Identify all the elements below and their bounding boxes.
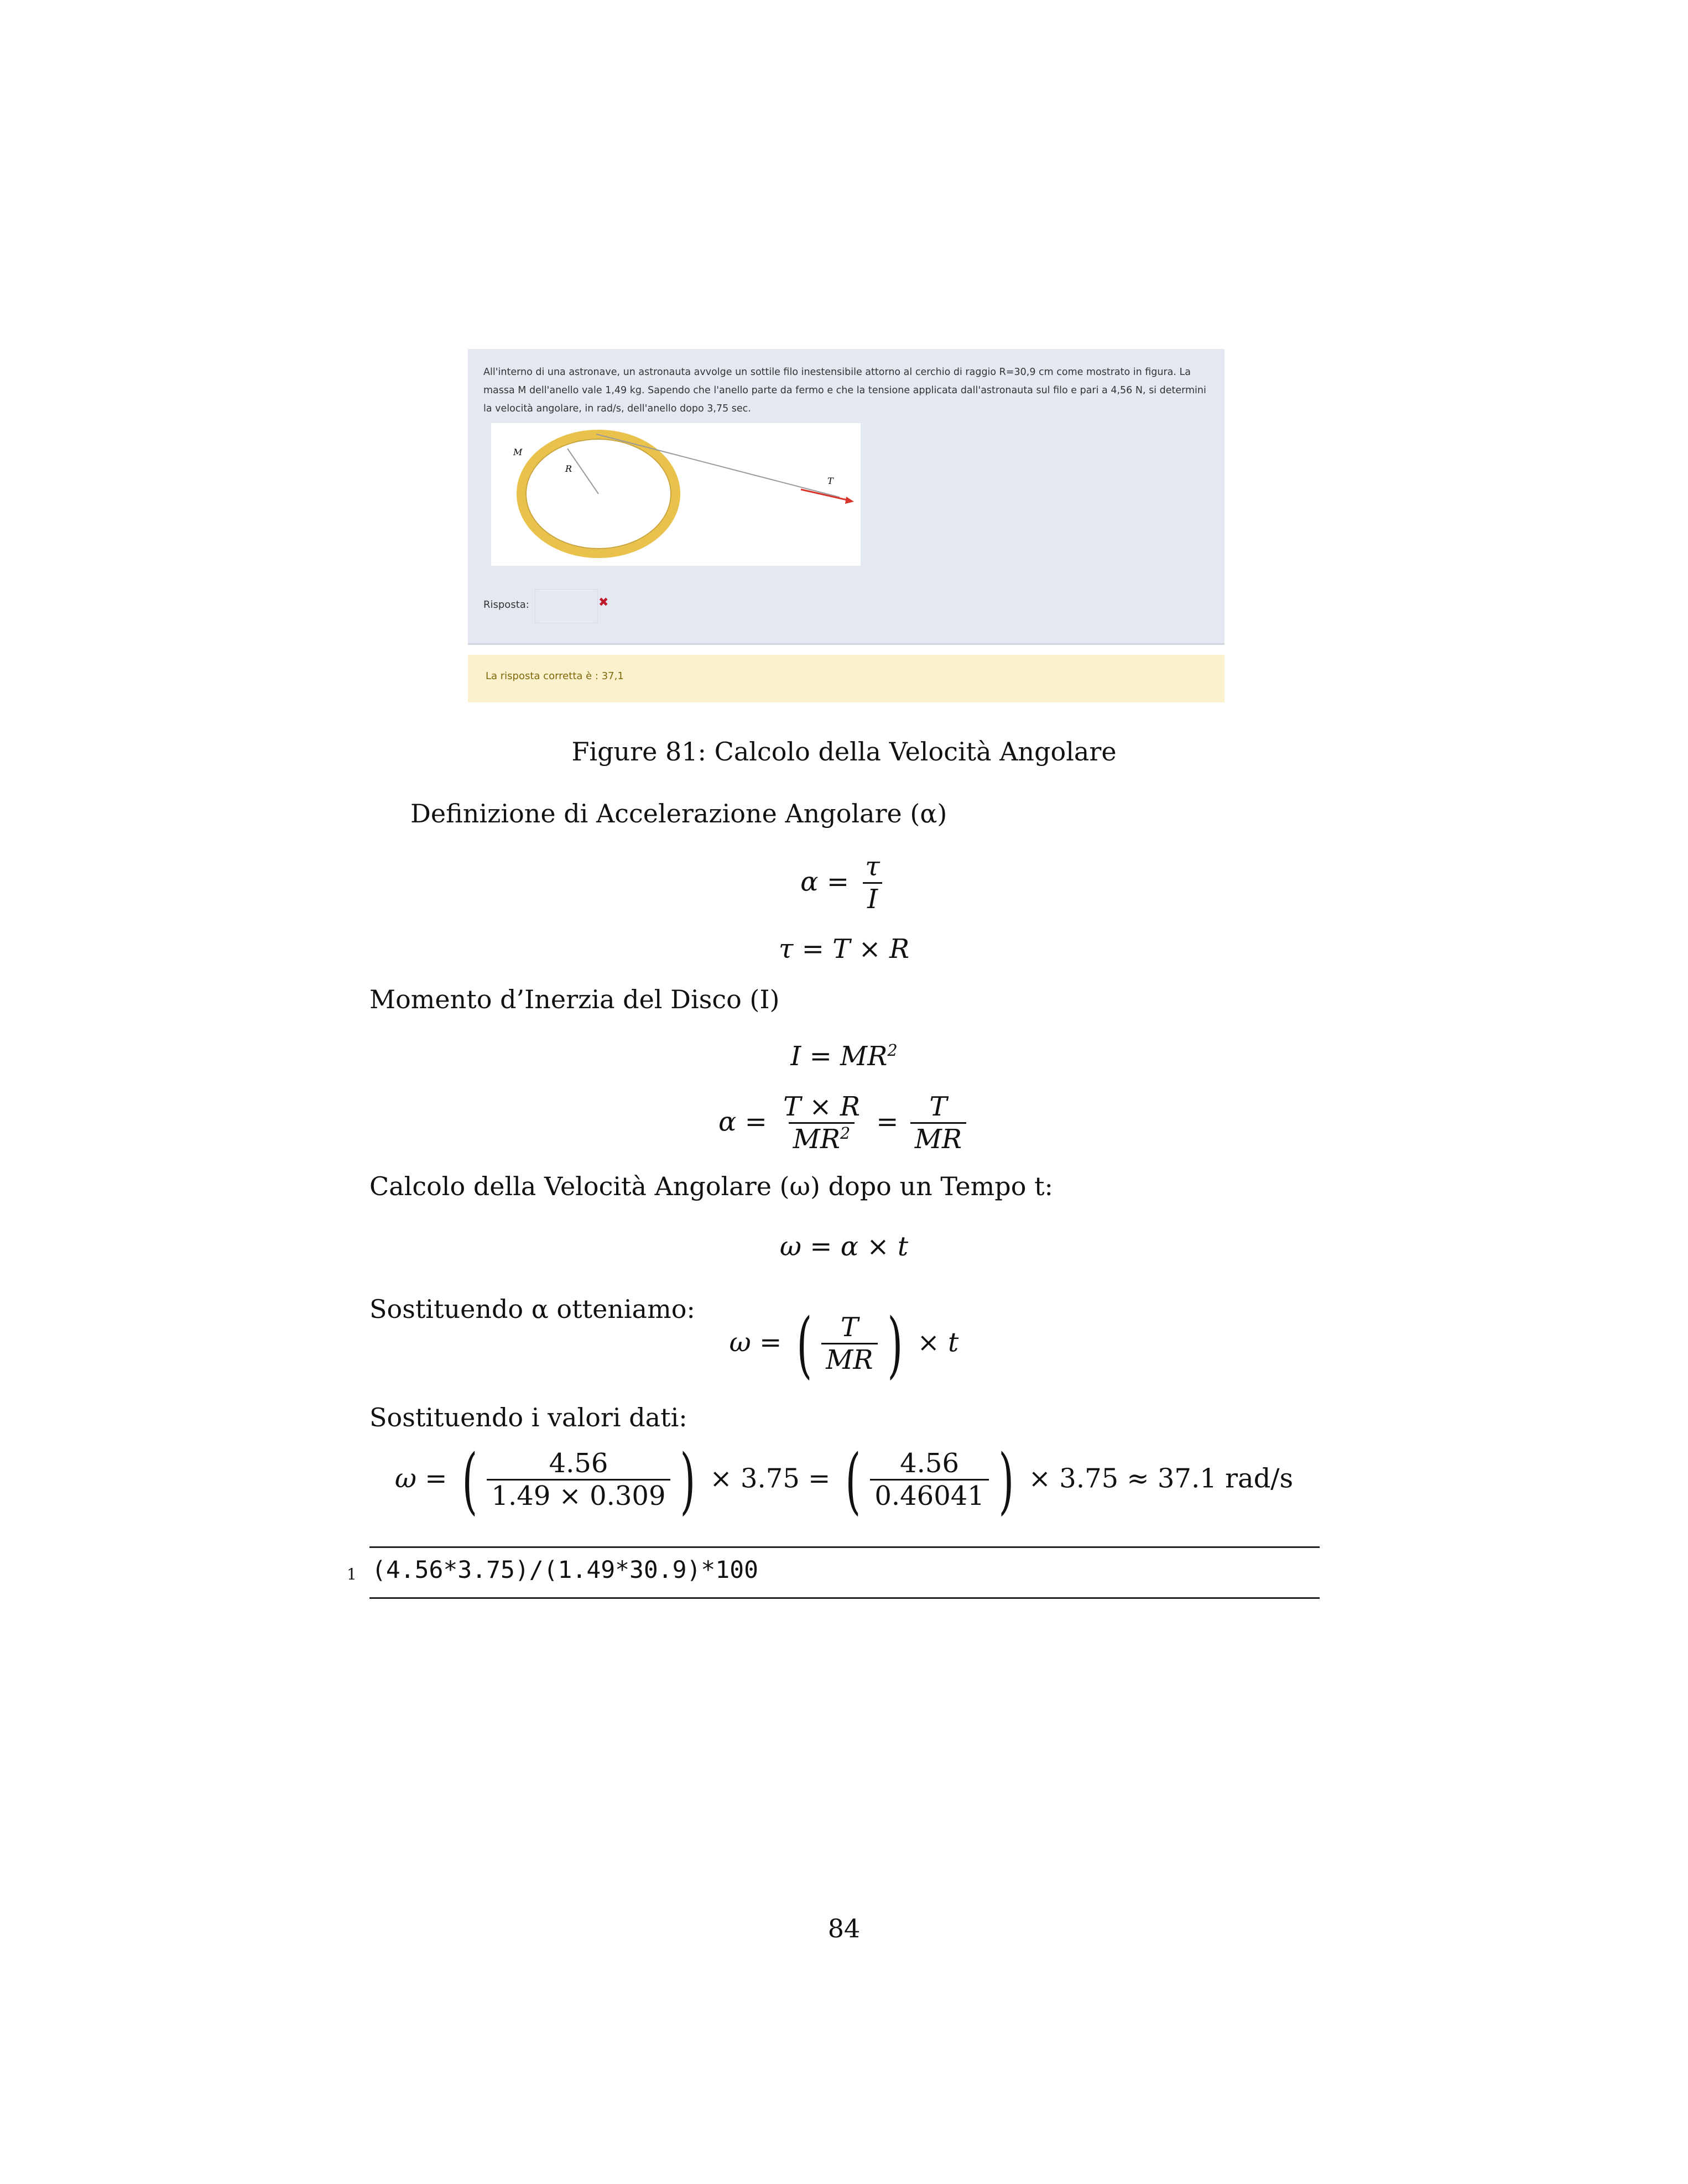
feedback-panel bbox=[468, 655, 1225, 702]
eq-inertia-exp: 2 bbox=[887, 1041, 898, 1060]
correct-answer-text: La risposta corretta è : 37,1 bbox=[486, 670, 624, 682]
accel-intro: Definizione di Accelerazione Angolare (α) bbox=[410, 799, 947, 828]
eq-alpha2-equals: = bbox=[876, 1106, 899, 1138]
eq-alpha2-den-wrap bbox=[789, 1122, 855, 1156]
string-line bbox=[596, 434, 840, 497]
eq-alpha-lhs: α = bbox=[800, 866, 850, 898]
eq-final-frac1 bbox=[487, 1448, 670, 1513]
page-number: 84 bbox=[827, 1914, 861, 1943]
eq-alpha bbox=[0, 852, 1688, 916]
code-rule-top bbox=[369, 1546, 1320, 1548]
eq-omega2-frac bbox=[821, 1312, 877, 1377]
answer-label: Risposta: bbox=[483, 599, 529, 611]
eq-alpha2-den: MR bbox=[793, 1124, 841, 1155]
eq-alpha2-den2: MR bbox=[910, 1122, 966, 1156]
eq-final-den2: 0.46041 bbox=[870, 1479, 989, 1513]
eq-omega2-lhs: ω = bbox=[729, 1327, 782, 1358]
code-line: (4.56*3.75)/(1.49*30.9)*100 bbox=[372, 1556, 758, 1584]
label-m: M bbox=[513, 447, 523, 457]
figure-caption: Figure 81: Calcolo della Velocità Angolare bbox=[571, 737, 1117, 767]
ring-diagram bbox=[491, 423, 861, 566]
eq-alpha-den: I bbox=[863, 882, 882, 916]
question-text: All'interno di una astronave, un astronauta avvolge un sottile filo inestensibile attorno al cerchio di raggio R=30,9 cm come mostrato in figura. La massa M dell'anello vale 1,49 kg. Sapendo che l'anello parte da fermo e che la tensione applicata dall'astronauta sul filo e pari a 4,56 N, si determini la velocità angolare, in rad/s, dell'anello dopo 3,75 sec. bbox=[483, 367, 1206, 414]
tension-arrowhead bbox=[845, 497, 854, 504]
eq-torque: τ = T × R bbox=[778, 934, 910, 965]
eq-alpha2-frac2 bbox=[910, 1092, 966, 1156]
eq-alpha2-frac1 bbox=[779, 1092, 864, 1156]
label-r: R bbox=[565, 463, 572, 474]
eq-omega2 bbox=[0, 1302, 1688, 1386]
subst-values-intro: Sostituendo i valori dati: bbox=[369, 1403, 687, 1432]
eq-alpha2-num2: T bbox=[929, 1091, 947, 1122]
wrong-answer-icon: ✖ bbox=[598, 596, 609, 609]
eq-final-lhs: ω = bbox=[394, 1463, 447, 1494]
ring-diagram-svg bbox=[491, 423, 861, 566]
right-paren: ) bbox=[679, 1438, 695, 1523]
eq-final-mid: × 3.75 = bbox=[710, 1463, 831, 1494]
label-t: T bbox=[827, 476, 833, 486]
eq-final-den1: 1.49 × 0.309 bbox=[487, 1479, 670, 1513]
eq-alpha2 bbox=[0, 1092, 1688, 1156]
eq-alpha2-num: T × R bbox=[783, 1091, 860, 1122]
quiz-screenshot bbox=[468, 349, 1225, 645]
eq-final-frac2 bbox=[870, 1448, 989, 1513]
subst-alpha-intro: Sostituendo α otteniamo: bbox=[369, 1294, 695, 1324]
eq-alpha2-lhs: α = bbox=[718, 1106, 767, 1138]
eq-omega: ω = α × t bbox=[779, 1231, 909, 1262]
eq-final-num1: 4.56 bbox=[549, 1448, 608, 1479]
eq-final-num2: 4.56 bbox=[900, 1448, 959, 1479]
eq-omega2-num: T bbox=[840, 1312, 858, 1343]
left-paren: ( bbox=[845, 1438, 861, 1523]
inertia-intro: Momento d’Inerzia del Disco (I) bbox=[369, 984, 780, 1014]
eq-omega2-den: MR bbox=[821, 1343, 877, 1377]
eq-inertia bbox=[0, 1041, 1688, 1072]
code-rule-bottom bbox=[369, 1597, 1320, 1599]
eq-alpha-num: τ bbox=[865, 851, 880, 882]
eq-alpha-frac bbox=[861, 852, 884, 916]
radius-line bbox=[567, 449, 598, 494]
right-paren: ) bbox=[887, 1302, 903, 1386]
tension-arrow bbox=[801, 489, 850, 501]
eq-final bbox=[0, 1438, 1688, 1523]
eq-final-rhs: × 3.75 ≈ 37.1 rad/s bbox=[1028, 1463, 1294, 1494]
left-paren: ( bbox=[462, 1438, 478, 1523]
eq-alpha2-den-exp: 2 bbox=[840, 1124, 851, 1143]
answer-input[interactable] bbox=[535, 589, 598, 623]
eq-inertia-body: I = MR bbox=[790, 1041, 888, 1072]
eq-omega2-rhs: × t bbox=[917, 1327, 959, 1358]
omega-intro: Calcolo della Velocità Angolare (ω) dopo un Tempo t: bbox=[369, 1171, 1054, 1201]
code-line-number: 1 bbox=[347, 1565, 357, 1583]
right-paren: ) bbox=[998, 1438, 1014, 1523]
left-paren: ( bbox=[796, 1302, 812, 1386]
